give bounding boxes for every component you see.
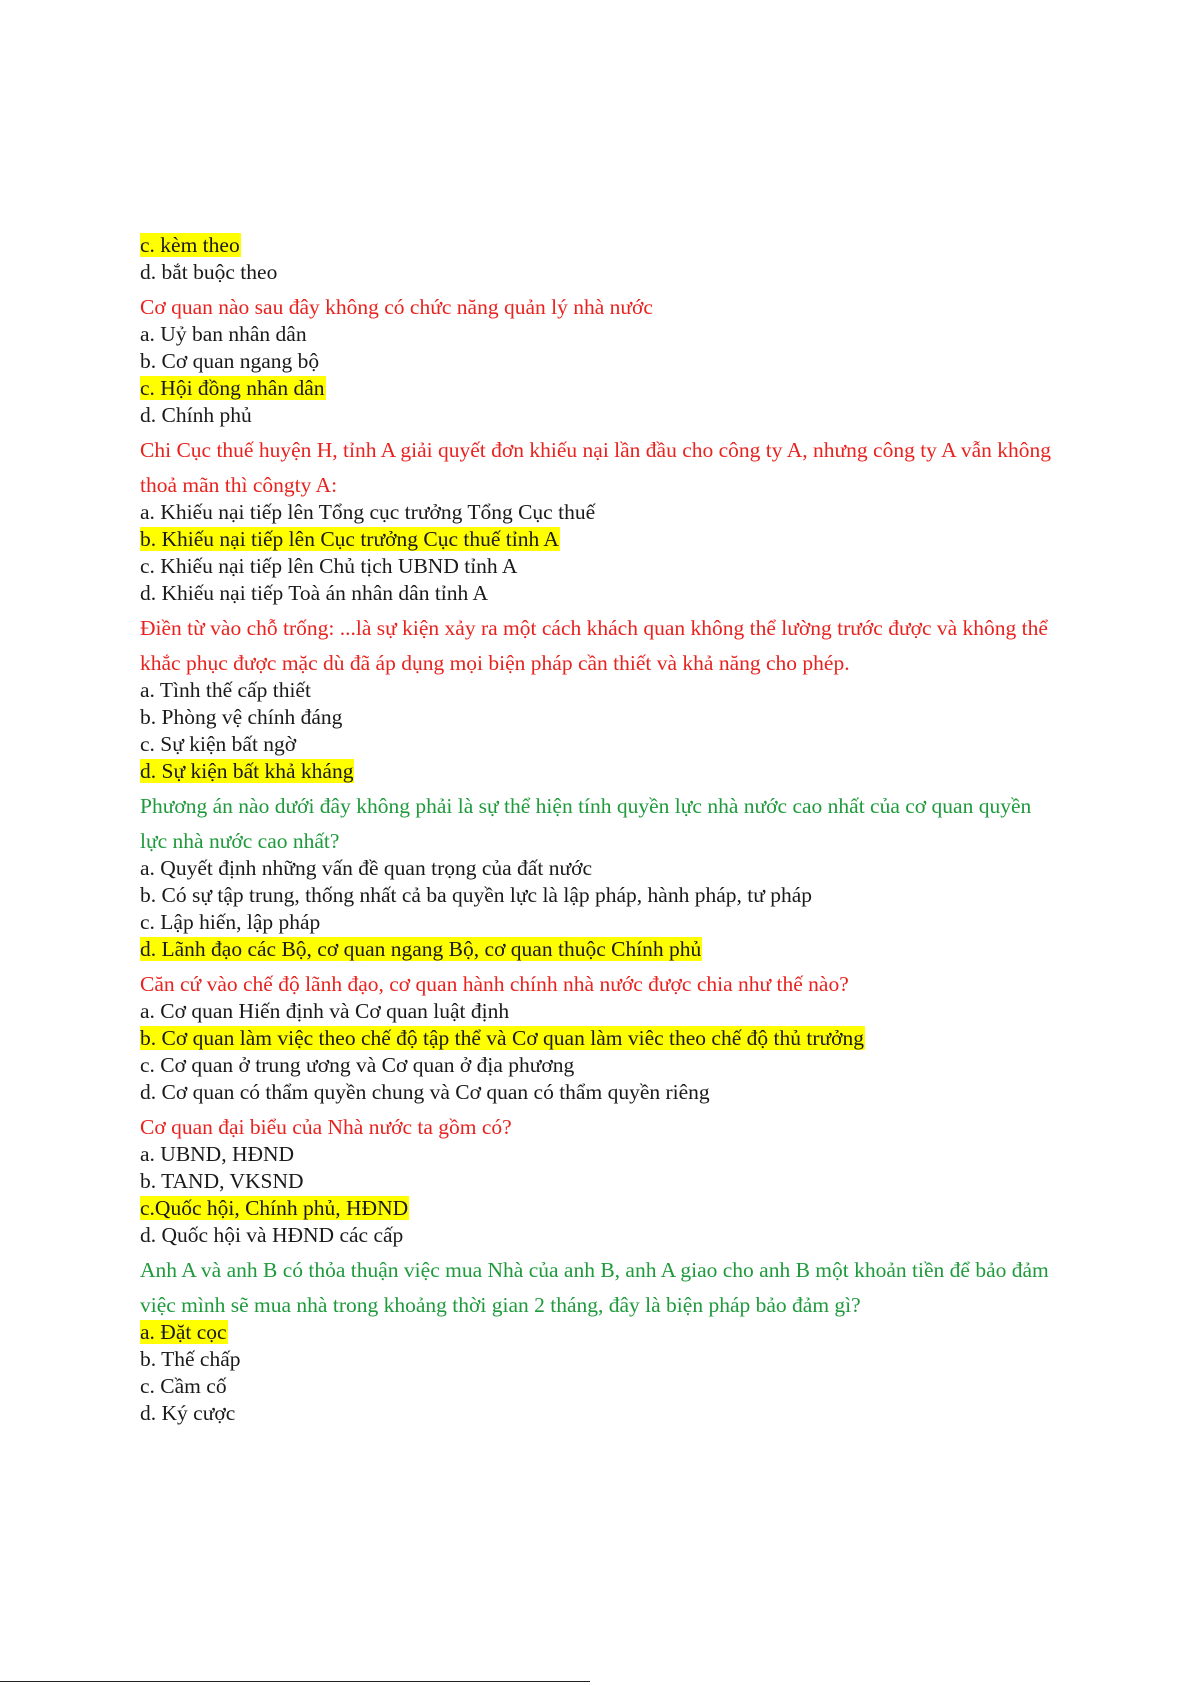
answer-option <box>140 1079 1060 1106</box>
answer-option <box>140 259 1060 286</box>
answer-option <box>140 677 1060 704</box>
answer-option-highlighted <box>140 232 1060 259</box>
option-label: c. kèm theo <box>140 233 240 257</box>
option-label: c. Lập hiến, lập pháp <box>140 910 321 934</box>
answer-option-highlighted <box>140 1025 1060 1052</box>
option-label: c. Cơ quan ở trung ương và Cơ quan ở địa phương <box>140 1053 575 1077</box>
option-label: a. Đặt cọc <box>140 1320 227 1344</box>
question-text: Cơ quan nào sau đây không có chức năng quản lý nhà nước <box>140 295 653 319</box>
answer-option <box>140 553 1060 580</box>
option-label: d. Khiếu nại tiếp Toà án nhân dân tỉnh A <box>140 581 488 605</box>
option-label: a. Quyết định những vấn đề quan trọng của đất nước <box>140 856 593 880</box>
answer-option <box>140 882 1060 909</box>
option-label: b. Phòng vệ chính đáng <box>140 705 343 729</box>
question-text: Anh A và anh B có thỏa thuận việc mua Nhà của anh B, anh A giao cho anh B một khoản tiền để bảo đảm việc mình sẽ mua nhà trong khoảng thời gian 2 tháng, đây là biện pháp bảo đảm gì? <box>140 1258 1049 1317</box>
answer-option <box>140 1373 1060 1400</box>
option-label: b. Cơ quan làm việc theo chế độ tập thể và Cơ quan làm viêc theo chế độ thủ trưởng <box>140 1026 865 1050</box>
answer-option-highlighted <box>140 375 1060 402</box>
answer-option <box>140 402 1060 429</box>
question-text: Điền từ vào chỗ trống: ...là sự kiện xảy ra một cách khách quan không thể lường trước được và không thể khắc phục được mặc dù đã áp dụng mọi biện pháp cần thiết và khả năng cho phép. <box>140 616 1048 675</box>
answer-option <box>140 321 1060 348</box>
document-body <box>140 232 1060 1427</box>
answer-option-highlighted <box>140 758 1060 785</box>
answer-option <box>140 1400 1060 1427</box>
option-label: d. Lãnh đạo các Bộ, cơ quan ngang Bộ, cơ quan thuộc Chính phủ <box>140 937 702 961</box>
option-label: d. Quốc hội và HĐND các cấp <box>140 1223 404 1247</box>
answer-option-highlighted <box>140 1195 1060 1222</box>
option-label: c. Khiếu nại tiếp lên Chủ tịch UBND tỉnh A <box>140 554 518 578</box>
answer-option <box>140 998 1060 1025</box>
option-label: d. bắt buộc theo <box>140 260 278 284</box>
option-label: a. Uỷ ban nhân dân <box>140 322 307 346</box>
answer-option <box>140 580 1060 607</box>
answer-option <box>140 348 1060 375</box>
option-label: c. Cầm cố <box>140 1374 227 1398</box>
option-label: d. Chính phủ <box>140 403 252 427</box>
answer-option <box>140 1052 1060 1079</box>
answer-option <box>140 1141 1060 1168</box>
answer-option <box>140 704 1060 731</box>
option-label: c. Hội đồng nhân dân <box>140 376 325 400</box>
question-text: Chi Cục thuế huyện H, tỉnh A giải quyết đơn khiếu nại lần đầu cho công ty A, nhưng công ty A vẫn không thoả mãn thì côngty A: <box>140 438 1051 497</box>
question-text: Cơ quan đại biểu của Nhà nước ta gồm có? <box>140 1115 512 1139</box>
option-label: b. Thế chấp <box>140 1347 241 1371</box>
option-label: c.Quốc hội, Chính phủ, HĐND <box>140 1196 409 1220</box>
option-label: a. Khiếu nại tiếp lên Tổng cục trưởng Tổng Cục thuế <box>140 500 596 524</box>
answer-option <box>140 499 1060 526</box>
option-label: d. Sự kiện bất khả kháng <box>140 759 354 783</box>
answer-option <box>140 909 1060 936</box>
option-label: c. Sự kiện bất ngờ <box>140 732 297 756</box>
answer-option <box>140 855 1060 882</box>
answer-option-highlighted <box>140 526 1060 553</box>
option-label: d. Cơ quan có thẩm quyền chung và Cơ quan có thẩm quyền riêng <box>140 1080 710 1104</box>
question-text: Phương án nào dưới đây không phải là sự thể hiện tính quyền lực nhà nước cao nhất của cơ quan quyền lực nhà nước cao nhất? <box>140 794 1032 853</box>
option-label: b. TAND, VKSND <box>140 1169 304 1193</box>
question-text: Căn cứ vào chế độ lãnh đạo, cơ quan hành chính nhà nước được chia như thế nào? <box>140 972 849 996</box>
answer-option <box>140 1346 1060 1373</box>
option-label: b. Có sự tập trung, thống nhất cả ba quyền lực là lập pháp, hành pháp, tư pháp <box>140 883 813 907</box>
footer-rule <box>0 1681 590 1682</box>
option-label: a. Cơ quan Hiến định và Cơ quan luật định <box>140 999 510 1023</box>
answer-option-highlighted <box>140 1319 1060 1346</box>
option-label: d. Ký cược <box>140 1401 236 1425</box>
answer-option-highlighted <box>140 936 1060 963</box>
option-label: a. UBND, HĐND <box>140 1142 295 1166</box>
answer-option <box>140 1222 1060 1249</box>
option-label: a. Tình thế cấp thiết <box>140 678 311 702</box>
answer-option <box>140 1168 1060 1195</box>
option-label: b. Cơ quan ngang bộ <box>140 349 320 373</box>
answer-option <box>140 731 1060 758</box>
option-label: b. Khiếu nại tiếp lên Cục trưởng Cục thuế tỉnh A <box>140 527 559 551</box>
